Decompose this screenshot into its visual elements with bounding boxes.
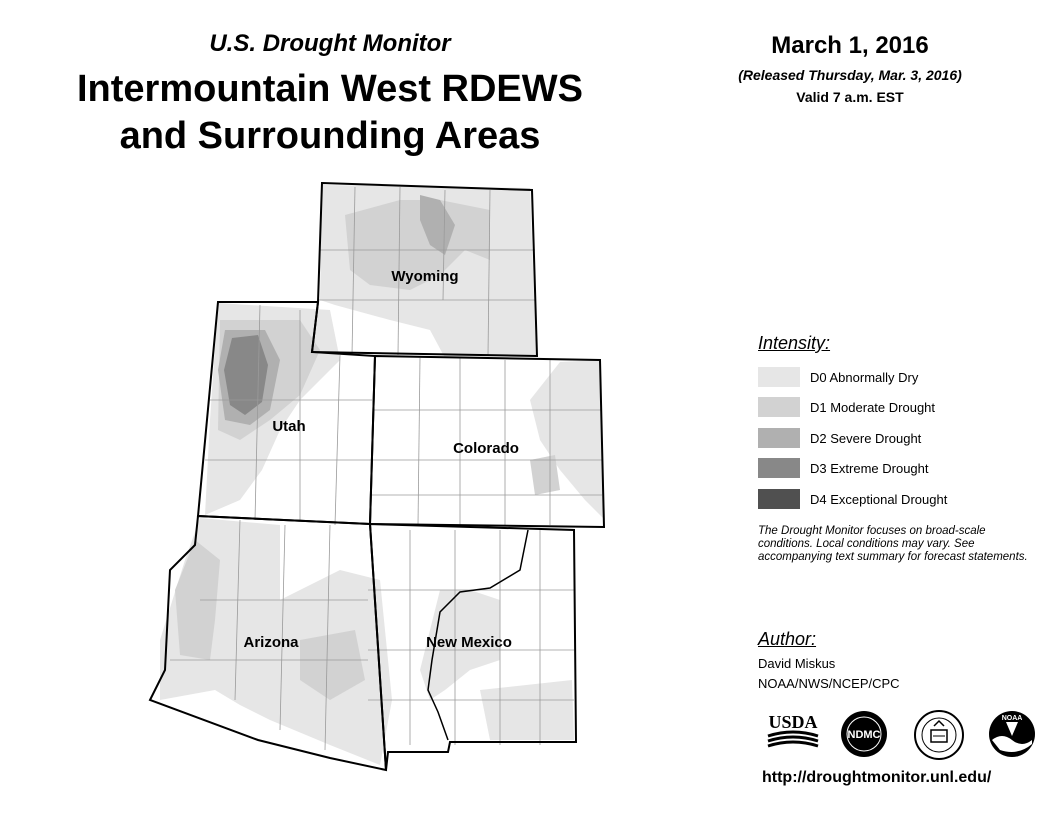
doi-seal-logo [914, 710, 964, 760]
drought-monitor-link[interactable]: http://droughtmonitor.unl.edu/ [762, 769, 992, 786]
noaa-logo [988, 710, 1036, 758]
legend-note: The Drought Monitor focuses on broad-scale conditions. Local conditions may vary. See accompanying text summary for forecast statements. [758, 525, 1028, 563]
legend-label-d0: D0 Abnormally Dry [810, 369, 919, 385]
legend-label-d1: D1 Moderate Drought [810, 399, 936, 415]
usda-logo-text: USDA [768, 712, 818, 732]
author-heading: Author: [758, 629, 817, 649]
map-date: March 1, 2016 [771, 32, 929, 59]
d0-area-nm-south [480, 680, 574, 740]
legend-swatch-d1 [758, 397, 800, 417]
legend-swatch-d0 [758, 367, 800, 387]
map-title-line1: Intermountain West RDEWS [77, 68, 583, 110]
ndmc-logo-text: NDMC [847, 729, 881, 741]
map-title-line2: and Surrounding Areas [119, 115, 541, 157]
legend-item-d0 [758, 367, 918, 387]
d0-area-colorado-east [530, 360, 605, 520]
legend-label-d3: D3 Extreme Drought [810, 460, 929, 476]
legend-item-d2 [758, 428, 921, 448]
drought-map [140, 170, 620, 780]
usda-logo [766, 710, 820, 750]
legend-swatch-d3 [758, 458, 800, 478]
label-newmexico: New Mexico [426, 634, 512, 651]
legend-item-d1 [758, 397, 935, 417]
map-title [20, 66, 640, 160]
legend-item-d4 [758, 489, 947, 509]
legend-label-d4: D4 Exceptional Drought [810, 491, 948, 507]
valid-time: Valid 7 a.m. EST [796, 89, 904, 105]
product-name: U.S. Drought Monitor [209, 30, 451, 57]
noaa-logo-text: NOAA [1001, 715, 1023, 722]
drought-areas [160, 185, 605, 765]
author-name: David Miskus [758, 656, 836, 671]
legend-swatch-d4 [758, 489, 800, 509]
label-arizona: Arizona [243, 634, 299, 651]
label-colorado: Colorado [453, 440, 519, 457]
d1-area-co [530, 455, 560, 495]
legend-label-d2: D2 Severe Drought [810, 430, 922, 446]
label-wyoming: Wyoming [391, 268, 459, 285]
legend-item-d3 [758, 458, 929, 478]
legend-heading: Intensity: [758, 333, 831, 353]
ndmc-logo [840, 710, 888, 758]
label-utah: Utah [272, 418, 306, 435]
author-org: NOAA/NWS/NCEP/CPC [758, 676, 900, 691]
legend-swatch-d2 [758, 428, 800, 448]
release-date: (Released Thursday, Mar. 3, 2016) [738, 67, 962, 83]
